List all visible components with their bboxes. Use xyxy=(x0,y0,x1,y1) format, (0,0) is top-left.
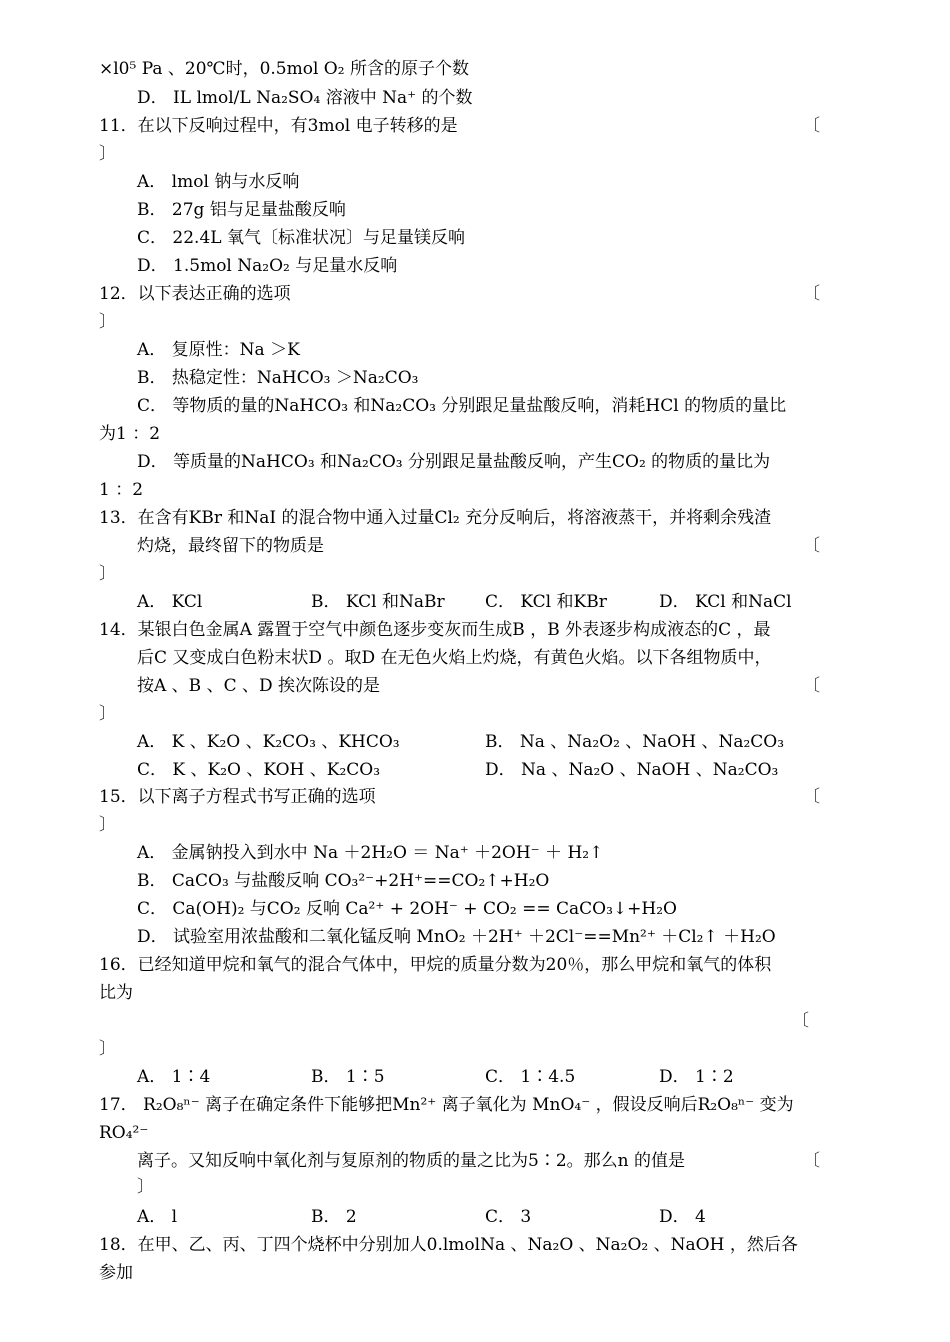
q17-option-a: A． l xyxy=(137,1207,178,1227)
q17-bracket-close: 〕 xyxy=(137,1177,154,1197)
q13-option-a: A． KCl xyxy=(137,592,203,612)
q11-bracket-open: 〔 xyxy=(803,116,820,136)
q16-bracket-close: 〕 xyxy=(99,1039,116,1059)
q15-bracket-open: 〔 xyxy=(803,787,820,807)
q11-stem: 11．在以下反响过程中，有3mol 电子转移的是 xyxy=(99,116,458,136)
q11-bracket-close: 〕 xyxy=(99,144,116,164)
q13-option-d: D． KCl 和NaCl xyxy=(659,592,792,612)
q17-option-c: C． 3 xyxy=(485,1207,532,1227)
q11-option-b: B． 27g 铝与足量盐酸反响 xyxy=(137,200,346,220)
q17-option-d: D． 4 xyxy=(659,1207,706,1227)
q13-bracket-open: 〔 xyxy=(803,536,820,556)
q12-bracket-close: 〕 xyxy=(99,312,116,332)
q14-option-a: A． K 、K₂O 、K₂CO₃ 、KHCO₃ xyxy=(137,732,400,752)
q12-option-c-line1: C． 等物质的量的NaHCO₃ 和Na₂CO₃ 分别跟足量盐酸反响，消耗HCl 的物质的量比 xyxy=(137,396,787,416)
q16-option-b: B． 1∶5 xyxy=(311,1067,385,1087)
q13-option-c: C． KCl 和KBr xyxy=(485,592,607,612)
q16-stem-line1: 16．已经知道甲烷和氧气的混合气体中，甲烷的质量分数为20％，那么甲烷和氧气的体积 xyxy=(99,955,772,975)
q17-bracket-open: 〔 xyxy=(803,1151,820,1171)
q15-option-c: C． Ca(OH)₂ 与CO₂ 反响 Ca²⁺ + 2OH⁻ + CO₂ == CaCO₃↓+H₂O xyxy=(137,899,677,919)
q11-option-c: C． 22.4L 氧气〔标准状况〕与足量镁反响 xyxy=(137,228,465,248)
q18-stem-line1: 18．在甲、乙、丙、丁四个烧杯中分别加人0.lmolNa 、Na₂O 、Na₂O₂ 、NaOH ，然后各 xyxy=(99,1235,798,1255)
q12-option-a: A． 复原性：Na ＞K xyxy=(137,340,300,360)
q13-option-b: B． KCl 和NaBr xyxy=(311,592,445,612)
q12-option-b: B． 热稳定性：NaHCO₃ ＞Na₂CO₃ xyxy=(137,368,419,388)
q10-option-c-continuation: ×l0⁵ Pa 、20℃时，0.5mol O₂ 所含的原子个数 xyxy=(99,59,469,79)
q13-stem-line1: 13．在含有KBr 和NaI 的混合物中通入过量Cl₂ 充分反响后，将溶液蒸干，并将剩余残渣 xyxy=(99,508,772,528)
q13-bracket-close: 〕 xyxy=(99,564,116,584)
q13-stem-line2: 灼烧，最终留下的物质是 xyxy=(137,536,324,556)
q15-option-b: B． CaCO₃ 与盐酸反响 CO₃²⁻+2H⁺==CO₂↑+H₂O xyxy=(137,871,550,891)
q12-option-c-line2: 为1 ：2 xyxy=(99,424,161,444)
q14-stem-line3: 按A 、B 、C 、D 挨次陈设的是 xyxy=(137,676,381,696)
q16-option-a: A． 1∶4 xyxy=(137,1067,211,1087)
q16-bracket-open: 〔 xyxy=(792,1011,809,1031)
q11-option-d: D． 1.5mol Na₂O₂ 与足量水反响 xyxy=(137,256,398,276)
q17-stem-line1: 17． R₂O₈ⁿ⁻ 离子在确定条件下能够把Mn²⁺ 离子氧化为 MnO₄⁻ ，假设反响后R₂O₈ⁿ⁻ 变为 xyxy=(99,1095,794,1115)
q17-option-b: B． 2 xyxy=(311,1207,357,1227)
q14-option-d: D． Na 、Na₂O 、NaOH 、Na₂CO₃ xyxy=(485,760,779,780)
q10-option-d: D． IL lmol/L Na₂SO₄ 溶液中 Na⁺ 的个数 xyxy=(137,88,473,108)
q12-option-d-line2: 1 ：2 xyxy=(99,480,144,500)
q16-option-c: C． 1∶4.5 xyxy=(485,1067,576,1087)
q12-stem: 12．以下表达正确的选项 xyxy=(99,284,291,304)
q14-bracket-open: 〔 xyxy=(803,676,820,696)
q15-stem: 15．以下离子方程式书写正确的选项 xyxy=(99,787,376,807)
q15-option-d: D． 试验室用浓盐酸和二氧化锰反响 MnO₂ ＋2H⁺ ＋2Cl⁻==Mn²⁺ ＋Cl₂↑ ＋H₂O xyxy=(137,927,776,947)
q17-stem-line2: RO₄²⁻ xyxy=(99,1123,149,1143)
q14-option-b: B． Na 、Na₂O₂ 、NaOH 、Na₂CO₃ xyxy=(485,732,785,752)
q12-option-d-line1: D． 等质量的NaHCO₃ 和Na₂CO₃ 分别跟足量盐酸反响，产生CO₂ 的物质的量比为 xyxy=(137,452,771,472)
q12-bracket-open: 〔 xyxy=(803,284,820,304)
q17-stem-line3: 离子。又知反响中氧化剂与复原剂的物质的量之比为5∶2。那么n 的值是 xyxy=(137,1151,685,1171)
q15-option-a: A． 金属钠投入到水中 Na ＋2H₂O ＝ Na⁺ ＋2OH⁻ ＋ H₂↑ xyxy=(137,843,604,863)
q14-option-c: C． K 、K₂O 、KOH 、K₂CO₃ xyxy=(137,760,381,780)
q14-bracket-close: 〕 xyxy=(99,704,116,724)
q11-option-a: A． lmol 钠与水反响 xyxy=(137,172,300,192)
q14-stem-line1: 14．某银白色金属A 露置于空气中颜色逐步变灰而生成B ，B 外表逐步构成液态的C ，最 xyxy=(99,620,771,640)
q16-stem-line2: 比为 xyxy=(99,983,133,1003)
q18-stem-line2: 参加 xyxy=(99,1263,133,1283)
q16-option-d: D． 1∶2 xyxy=(659,1067,734,1087)
q14-stem-line2: 后C 又变成白色粉末状D 。取D 在无色火焰上灼烧，有黄色火焰。以下各组物质中， xyxy=(137,648,772,668)
q15-bracket-close: 〕 xyxy=(99,815,116,835)
